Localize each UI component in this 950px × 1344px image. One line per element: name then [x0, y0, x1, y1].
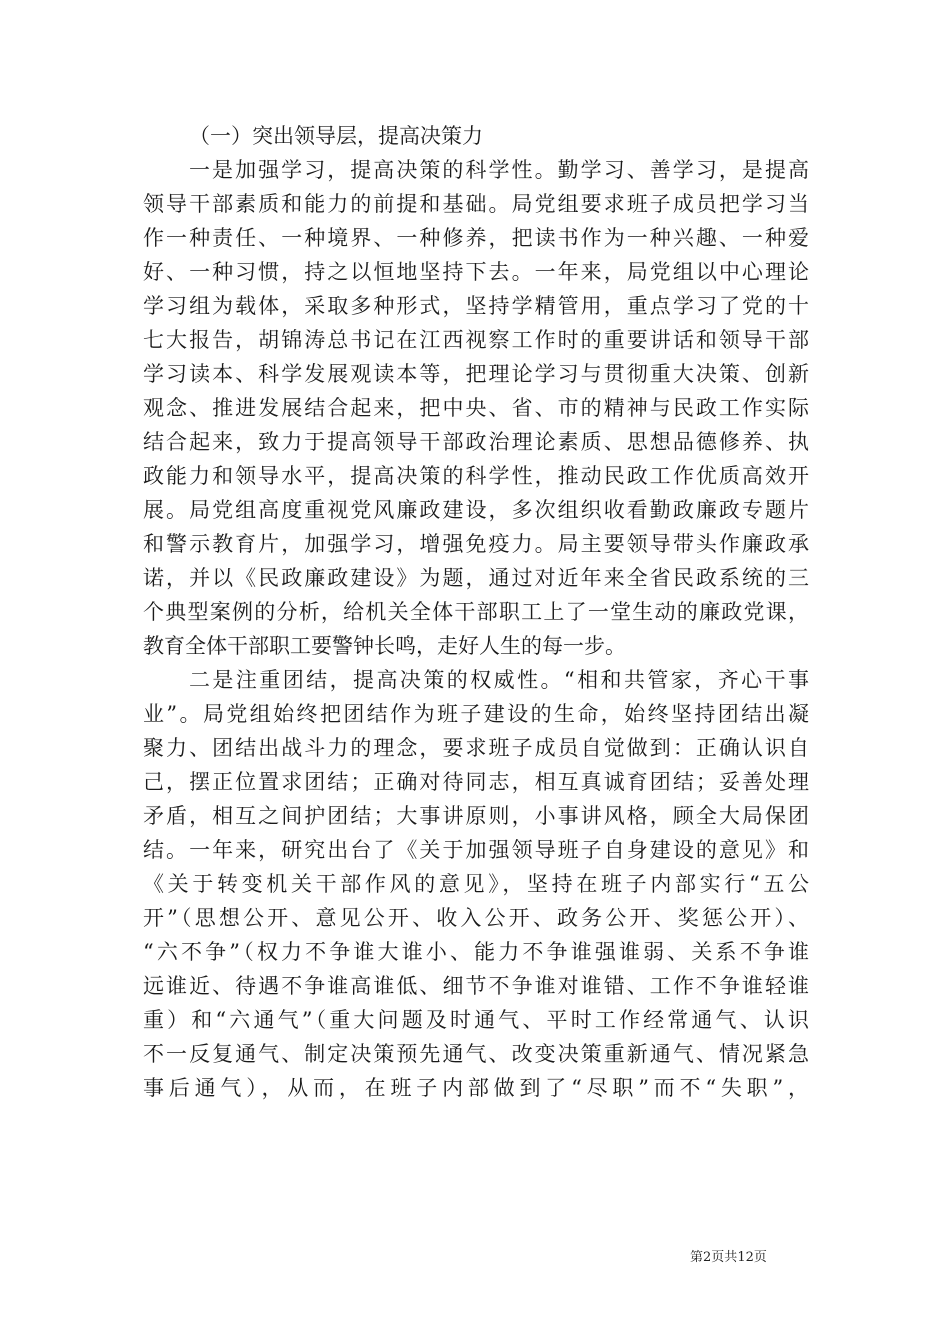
paragraph-line: 不一反复通气、制定决策预先通气、改变决策重新通气、情况紧急: [143, 1042, 809, 1066]
paragraph-line: 作一种责任、一种境界、一种修养，把读书作为一种兴趣、一种爱: [143, 226, 809, 250]
paragraph-line: 结。一年来，研究出台了《关于加强领导班子自身建设的意见》和: [143, 838, 809, 862]
paragraph-line: 重）和“六通气”（重大问题及时通气、平时工作经常通气、认识: [143, 1008, 809, 1032]
total-pages-number: 12: [737, 1250, 754, 1265]
paragraph-line: 和警示教育片，加强学习，增强免疫力。局主要领导带头作廉政承: [143, 532, 809, 556]
page-footer: [690, 1248, 820, 1268]
section-heading: （一）突出领导层，提高决策力: [189, 124, 483, 148]
paragraph-line: 观念、推进发展结合起来，把中央、省、市的精神与民政工作实际: [143, 396, 809, 420]
paragraph-line: 开”（思想公开、意见公开、收入公开、政务公开、奖惩公开）、: [143, 906, 809, 930]
footer-suffix: 页: [753, 1250, 767, 1265]
paragraph-line: 个典型案例的分析，给机关全体干部职工上了一堂生动的廉政党课，: [143, 600, 809, 624]
paragraph-line: 领导干部素质和能力的前提和基础。局党组要求班子成员把学习当: [143, 192, 809, 216]
paragraph-line: 七大报告，胡锦涛总书记在江西视察工作时的重要讲话和领导干部: [143, 328, 809, 352]
paragraph-line: 矛盾，相互之间护团结；大事讲原则，小事讲风格，顾全大局保团: [143, 804, 809, 828]
paragraph-line: 政能力和领导水平，提高决策的科学性，推动民政工作优质高效开: [143, 464, 809, 488]
paragraph-line: 展。局党组高度重视党风廉政建设，多次组织收看勤政廉政专题片: [143, 498, 809, 522]
paragraph-line: 己，摆正位置求团结；正确对待同志，相互真诚育团结；妥善处理: [143, 770, 809, 794]
paragraph-line: 教育全体干部职工要警钟长鸣，走好人生的每一步。: [143, 634, 626, 658]
footer-prefix: 第: [690, 1250, 704, 1265]
paragraph-line: 《关于转变机关干部作风的意见》，坚持在班子内部实行“五公: [143, 872, 809, 896]
paragraph-line: 事后通气），从而，在班子内部做到了“尽职”而不“失职”，: [143, 1076, 809, 1100]
paragraph-line: 学习读本、科学发展观读本等，把理论学习与贯彻重大决策、创新: [143, 362, 809, 386]
document-body: [143, 119, 809, 1105]
paragraph-line: 远谁近、待遇不争谁高谁低、细节不争谁对谁错、工作不争谁轻谁: [143, 974, 809, 998]
paragraph-line: 一是加强学习，提高决策的科学性。勤学习、善学习，是提高: [189, 158, 809, 182]
paragraph-2: [143, 663, 809, 1105]
paragraph-line: 诺，并以《民政廉政建设》为题，通过对近年来全省民政系统的三: [143, 566, 809, 590]
paragraph-line: 业”。局党组始终把团结作为班子建设的生命，始终坚持团结出凝: [143, 702, 809, 726]
paragraph-line: 二是注重团结，提高决策的权威性。“相和共管家，齐心干事: [189, 668, 809, 692]
paragraph-line: 聚力、团结出战斗力的理念，要求班子成员自觉做到：正确认识自: [143, 736, 809, 760]
footer-middle: 页共: [711, 1250, 738, 1265]
paragraph-line: 结合起来，致力于提高领导干部政治理论素质、思想品德修养、执: [143, 430, 809, 454]
paragraph-line: “六不争”（权力不争谁大谁小、能力不争谁强谁弱、关系不争谁: [143, 940, 809, 964]
current-page-number: 2: [703, 1250, 712, 1265]
paragraph-line: 学习组为载体，采取多种形式，坚持学精管用，重点学习了党的十: [143, 294, 809, 318]
paragraph-1: [143, 153, 809, 663]
paragraph-line: 好、一种习惯，持之以恒地坚持下去。一年来，局党组以中心理论: [143, 260, 809, 284]
